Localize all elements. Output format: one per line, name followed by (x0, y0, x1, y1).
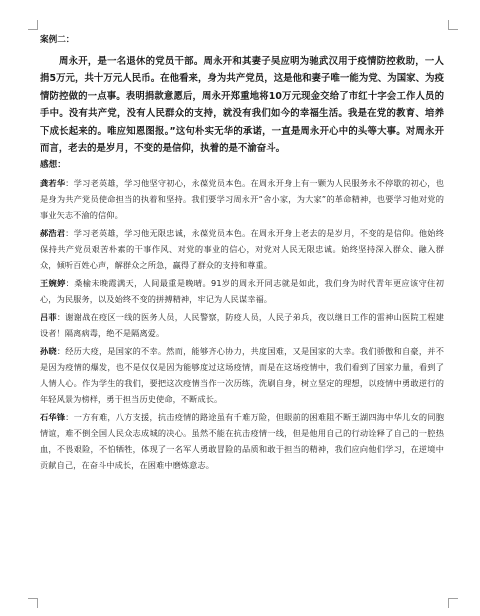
author-name: 孙晓 (40, 346, 57, 357)
reflection-entry: 孙晓：经历大疫，是国家的不幸。然而，能够齐心协力，共度国难，又是国家的大幸。我们骄傲和自豪，并不是因为疫情的爆发，也不是仅仅是因为能够度过这场疫情，而是在这场疫情中，我们看到了国家力量，看到了人情人心。作为学生的我们，要把这次疫情当作一次历练，洗刷自身，树立坚定的理想，以疫情中勇敢逆行的年轻风景为榜样，勇于担当历史使命，不断成长。 (40, 346, 444, 405)
page-corner-mark-bottom-left (28, 598, 38, 608)
case-lead-paragraph: 周永开，是一名退休的党员干部。周永开和其妻子吴应明为驰武汉用于疫情防控救助，一人捐5万元，共十万元人民币。在他看来，身为共产党员，这是他和妻子唯一能为党、为国家、为疫情防控做的一点事。表明捐款意愿后，周永开郑重地将10万元现金交给了市红十字会工作人员的手中。没有共产党，没有人民群众的支持，就没有我们如今的幸福生活。我是在党的教育、培养下成长起来的。唯应知恩图报。”这句朴实无华的承诺，一直是周永开心中的头等大事。对周永开而言，老去的是岁月，不变的是信仰，执着的是不渝奋斗。 (40, 56, 444, 155)
page-corner-mark-bottom-right (448, 598, 458, 608)
reflection-entry: 石华锋：一方有难，八方支援，抗击疫情的路途虽有千难万险，但眼前的困难阻不断王湖四海中华儿女的同胞情谊，难不倒全国人民众志成城的决心。虽然不能在抗击疫情一线，但是他用自己的行动诠释了自己的一腔热血，不畏艰险，不怕牺牲，体现了一名军人勇敢冒险的品质和敢于担当的精神，我们应向他们学习，在逆境中贡献自己，在奋斗中成长，在困难中磨炼意志。 (40, 412, 444, 471)
author-name: 吕菲 (40, 312, 57, 323)
author-name: 王婉婷 (40, 278, 66, 289)
author-name: 石华锋 (40, 412, 66, 423)
reflection-text: 学习老英雄，学习他坚守初心，永葆党员本色。在周永开身上有一颗为人民服务永不停歇的初心，也是身为共产党员使命担当的执着和坚持。我们要学习周永开“舍小家，为大家”的革命精神，也要学习他对党的事业矢志不渝的信仰。 (40, 178, 444, 221)
case-heading: 案例二： (40, 35, 75, 45)
author-name: 郝浩君 (40, 228, 66, 239)
feelings-label: 感想： (40, 160, 66, 171)
reflection-text: 桑榆未晚霞满天，人间最重是晚晴。91岁的周永开同志就是如此，我们身为时代青年更应该守住初心，为民服务，以及始终不变的拼搏精神，牢记为人民谋幸福。 (40, 278, 444, 305)
page-corner-mark-top-right (448, 20, 458, 30)
reflection-text: 一方有难，八方支援，抗击疫情的路途虽有千难万险，但眼前的困难阻不断王湖四海中华儿女的同胞情谊，难不倒全国人民众志成城的决心。虽然不能在抗击疫情一线，但是他用自己的行动诠释了自己的一腔热血，不畏艰险，不怕牺牲，体现了一名军人勇敢冒险的品质和敢于担当的精神，我们应向他们学习，在逆境中贡献自己，在奋斗中成长，在困难中磨炼意志。 (40, 412, 444, 471)
author-name: 龚若华 (40, 178, 66, 189)
page-corner-mark-top-left (28, 20, 38, 30)
reflection-entry: 吕菲：谢谢战在疫区一线的医务人员，人民警察，防疫人员，人民子弟兵，夜以继日工作的雷神山医院工程建设者！隔离病毒，绝不是隔离爱。 (40, 312, 444, 339)
reflection-text: 谢谢战在疫区一线的医务人员，人民警察，防疫人员，人民子弟兵，夜以继日工作的雷神山医院工程建设者！隔离病毒，绝不是隔离爱。 (40, 312, 444, 339)
reflection-entry: 王婉婷：桑榆未晚霞满天，人间最重是晚晴。91岁的周永开同志就是如此，我们身为时代青年更应该守住初心，为民服务，以及始终不变的拼搏精神，牢记为人民谋幸福。 (40, 278, 444, 305)
document-body (40, 34, 444, 475)
reflection-text: 学习老英雄，学习他无限忠诚，永葆党员本色。在周永开身上老去的是岁月，不变的是信仰。他始终保持共产党员艰苦朴素的干事作风、对党的事业的信心，对党对人民无限忠诚。始终坚持深入群众、融入群众，倾听百姓心声，解群众之所急，赢得了群众的支持和尊重。 (40, 228, 444, 271)
reflection-entry: 郝浩君：学习老英雄，学习他无限忠诚，永葆党员本色。在周永开身上老去的是岁月，不变的是信仰。他始终保持共产党员艰苦朴素的干事作风、对党的事业的信心，对党对人民无限忠诚。始终坚持深入群众、融入群众，倾听百姓心声，解群众之所急，赢得了群众的支持和尊重。 (40, 228, 444, 271)
reflection-entry: 龚若华：学习老英雄，学习他坚守初心，永葆党员本色。在周永开身上有一颗为人民服务永不停歇的初心，也是身为共产党员使命担当的执着和坚持。我们要学习周永开“舍小家，为大家”的革命精神，也要学习他对党的事业矢志不渝的信仰。 (40, 178, 444, 221)
reflection-text: 经历大疫，是国家的不幸。然而，能够齐心协力，共度国难，又是国家的大幸。我们骄傲和自豪，并不是因为疫情的爆发，也不是仅仅是因为能够度过这场疫情，而是在这场疫情中，我们看到了国家力量，看到了人情人心。作为学生的我们，要把这次疫情当作一次历练，洗刷自身，树立坚定的理想，以疫情中勇敢逆行的年轻风景为榜样，勇于担当历史使命，不断成长。 (40, 346, 444, 405)
